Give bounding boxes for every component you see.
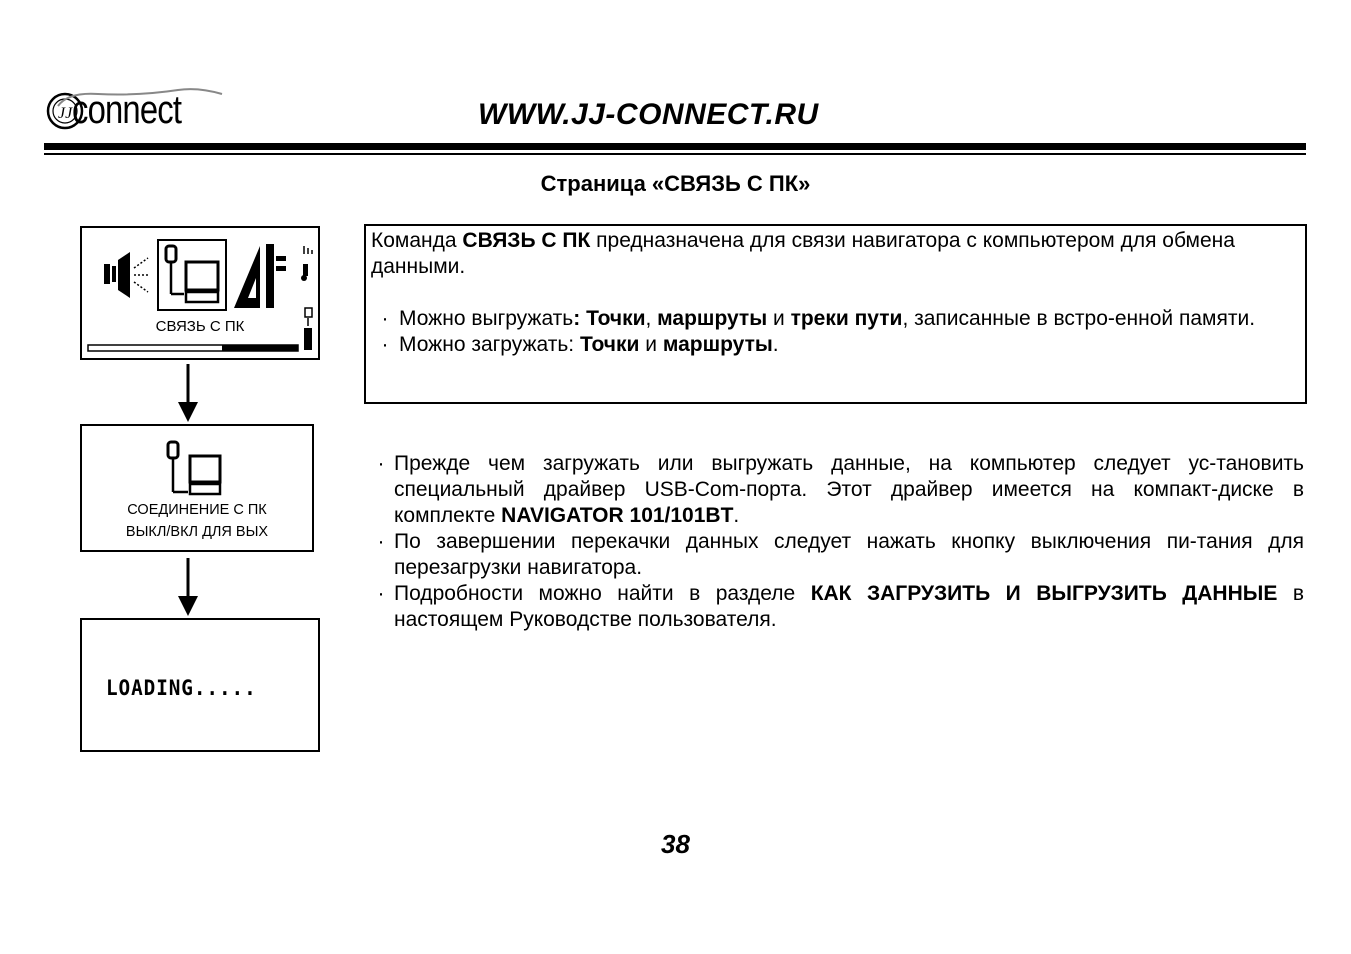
site-url[interactable]: WWW.JJ-CONNECT.RU — [478, 98, 819, 131]
pc-link-icon — [162, 436, 228, 500]
notes-list — [368, 451, 1304, 633]
download-bullet: · Можно загружать: Точки и маршруты. — [381, 333, 779, 356]
svg-text:JJ: JJ — [58, 105, 73, 122]
page-title: Страница «СВЯЗЬ С ПК» — [540, 171, 811, 196]
loading-screen — [80, 618, 320, 752]
header-rule — [44, 143, 1306, 150]
loading-text: LOADING..... — [106, 676, 257, 700]
progress-bar — [88, 345, 298, 351]
driver-note: · Прежде чем загружать или выгружать данные, на компьютер следует ус-тановить специальный драйвер USB-Com-порта. Этот драйвер имеется на компакт-диске в комплекте NAVIGATOR 101/101BT. — [377, 452, 1304, 527]
main-menu-icons — [82, 228, 318, 358]
restart-note: · По завершении перекачки данных следует нажать кнопку выключения пи-тания для перезагрузки навигатора. — [377, 530, 1304, 579]
header-rule-thin — [44, 153, 1306, 155]
music-note-icon — [301, 246, 312, 281]
connection-screen — [80, 424, 314, 552]
intro-paragraph: Команда СВЯЗЬ С ПК предназначена для связи навигатора с компьютером для обмена данными. — [371, 229, 1235, 278]
connection-line-2: ВЫКЛ/ВКЛ ДЛЯ ВЫХ — [125, 524, 269, 540]
flow-arrow-2 — [176, 558, 200, 618]
main-menu-screen — [80, 226, 320, 360]
page-number: 38 — [661, 829, 690, 859]
logo-wordmark: connect — [72, 88, 182, 132]
pc-link-icon — [158, 240, 226, 310]
details-note: · Подробности можно найти в разделе КАК ЗАГРУЗИТЬ И ВЫГРУЗИТЬ ДАННЫЕ в настоящем Руководстве пользователя. — [377, 582, 1304, 631]
menu-item-label: СВЯЗЬ С ПК — [155, 318, 245, 335]
ruler-icon — [234, 244, 286, 308]
flow-arrow-1 — [176, 364, 200, 424]
connection-line-1: СОЕДИНЕНИЕ С ПК — [127, 502, 267, 518]
speaker-icon — [104, 252, 150, 298]
upload-bullet: · Можно выгружать: Точки, маршруты и треки пути, записанные в встро-енной памяти. — [381, 307, 1256, 330]
info-box — [364, 224, 1307, 404]
